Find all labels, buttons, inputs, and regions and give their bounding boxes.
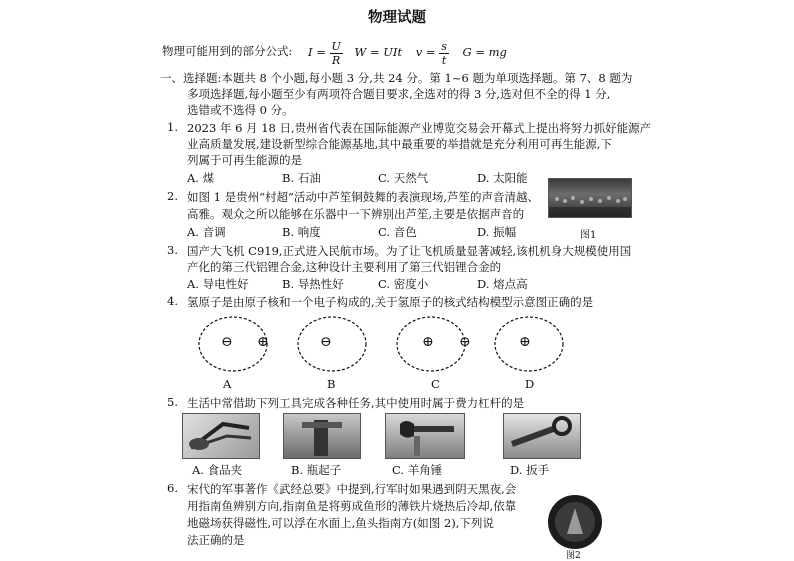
compass-fish-figure — [547, 494, 603, 550]
diagram-label-a: A — [223, 377, 232, 391]
option-c: C. 羊角锤 — [392, 463, 443, 477]
question-text: 法正确的是 — [187, 533, 245, 547]
formula-line — [162, 36, 507, 66]
option-a: A. 音调 — [187, 225, 226, 239]
nucleus-symbol: ⊕ — [519, 334, 531, 350]
bottle-opener-icon — [284, 414, 360, 458]
fraction-s-t — [439, 41, 449, 66]
option-d: D. 振幅 — [477, 225, 517, 239]
fraction-u-r — [330, 41, 343, 66]
question-text: 业高质量发展,建设新型综合能源基地,其中最重要的举措就是充分利用可再生能源,下 — [187, 137, 612, 151]
option-b: B. 瓶起子 — [291, 463, 342, 477]
fraction-num: U — [331, 39, 341, 53]
section-instruction-2: 多项选择题,每小题至少有两项符合题目要求,全选对的得 3 分,选对但不全的得 1 分, — [187, 87, 611, 101]
formula-i — [308, 37, 343, 67]
question-text: 宋代的军事著作《武经总要》中提到,行军时如果遇到阴天黑夜,会 — [187, 482, 517, 496]
option-a: A. 煤 — [187, 171, 215, 185]
figure-2-caption: 图2 — [566, 551, 581, 561]
atom-orbit-icon — [296, 314, 368, 374]
claw-hammer-photo — [385, 413, 465, 459]
formula-v — [416, 37, 449, 67]
formula-w: W = UIt — [354, 45, 403, 59]
question-text: 列属于可再生能源的是 — [187, 153, 302, 167]
diagram-label-d: D — [525, 377, 535, 391]
option-d: D. 太阳能 — [477, 171, 528, 185]
option-a: A. 食品夹 — [192, 463, 243, 477]
question-text: 氢原子是由原子核和一个电子构成的,关于氢原子的核式结构模型示意图正确的是 — [187, 295, 594, 309]
question-text: 国产大飞机 C919,正式进入民航市场。为了让飞机质量显著减轻,该机机身大规模使用国 — [187, 244, 632, 258]
question-text: 用指南鱼辨别方向,指南鱼是将剪成鱼形的薄铁片烧热后冷却,依靠 — [187, 499, 517, 513]
atom-diagram-d — [493, 314, 565, 374]
figure-1-photo — [548, 178, 632, 218]
option-b: B. 石油 — [282, 171, 321, 185]
diagram-label-b: B — [327, 377, 336, 391]
question-text: 如图 1 是贵州“村超”活动中芦笙铜鼓舞的表演现场,芦笙的声音清越、 — [187, 190, 540, 204]
option-d: D. 熔点高 — [477, 277, 528, 291]
fraction-den: R — [332, 53, 341, 67]
question-text: 2023 年 6 月 18 日,贵州省代表在国际能源产业博览交易会开幕式上提出将努力抓好能源产 — [187, 121, 652, 135]
question-text: 生活中常借助下列工具完成各种任务,其中使用时属于费力杠杆的是 — [187, 396, 525, 410]
formula-i-lhs: I = — [308, 45, 326, 59]
question-number: 4. — [167, 294, 178, 308]
option-b: B. 导热性好 — [282, 277, 344, 291]
wrench-icon — [504, 414, 580, 458]
option-a: A. 导电性好 — [187, 277, 249, 291]
page-title: 物理试题 — [368, 9, 426, 26]
atom-diagram-b — [296, 314, 368, 374]
compass-fish-icon — [547, 494, 603, 550]
question-number: 2. — [167, 189, 178, 203]
question-number: 6. — [167, 481, 178, 495]
nucleus-symbol: ⊕ — [422, 334, 434, 350]
option-c: C. 音色 — [378, 225, 417, 239]
section-instruction-3: 选错或不选得 0 分。 — [187, 103, 294, 117]
option-c: C. 天然气 — [378, 171, 429, 185]
electron-symbol: ⊖ — [320, 334, 332, 350]
diagram-label-c: C — [431, 377, 440, 391]
question-text: 地磁场获得磁性,可以浮在水面上,鱼头指南方(如图 2),下列说 — [187, 516, 494, 530]
formula-v-lhs: v = — [415, 45, 436, 59]
question-text: 高雅。观众之所以能够在乐器中一下辨别出芦笙,主要是依据声音的 — [187, 207, 525, 221]
fraction-den: t — [441, 53, 447, 67]
electron-symbol: ⊖ — [459, 334, 471, 350]
question-number: 1. — [167, 120, 178, 134]
question-number: 3. — [167, 243, 178, 257]
figure-1-caption: 图1 — [580, 230, 597, 241]
electron-symbol: ⊕ — [257, 334, 269, 350]
atom-diagram-a — [197, 314, 269, 374]
question-number: 5. — [167, 395, 178, 409]
option-b: B. 响度 — [282, 225, 321, 239]
crowd-image — [549, 179, 631, 217]
option-d: D. 扳手 — [510, 463, 550, 477]
option-c: C. 密度小 — [378, 277, 429, 291]
fraction-num: s — [441, 39, 447, 53]
food-tongs-photo — [182, 413, 260, 459]
wrench-photo — [503, 413, 581, 459]
claw-hammer-icon — [386, 414, 464, 458]
question-text: 产化的第三代铝锂合金,这种设计主要利用了第三代铝锂合金的 — [187, 260, 502, 274]
nucleus-symbol: ⊖ — [221, 334, 233, 350]
formula-g: G = mg — [462, 45, 507, 59]
section-instruction-1: 一、选择题:本题共 8 个小题,每小题 3 分,共 24 分。第 1~6 题为单项选择题。第 7、8 题为 — [160, 71, 633, 85]
atom-diagram-c — [395, 314, 471, 374]
food-tongs-icon — [183, 414, 259, 458]
bottle-opener-photo — [283, 413, 361, 459]
formula-intro: 物理可能用到的部分公式: — [162, 44, 293, 58]
